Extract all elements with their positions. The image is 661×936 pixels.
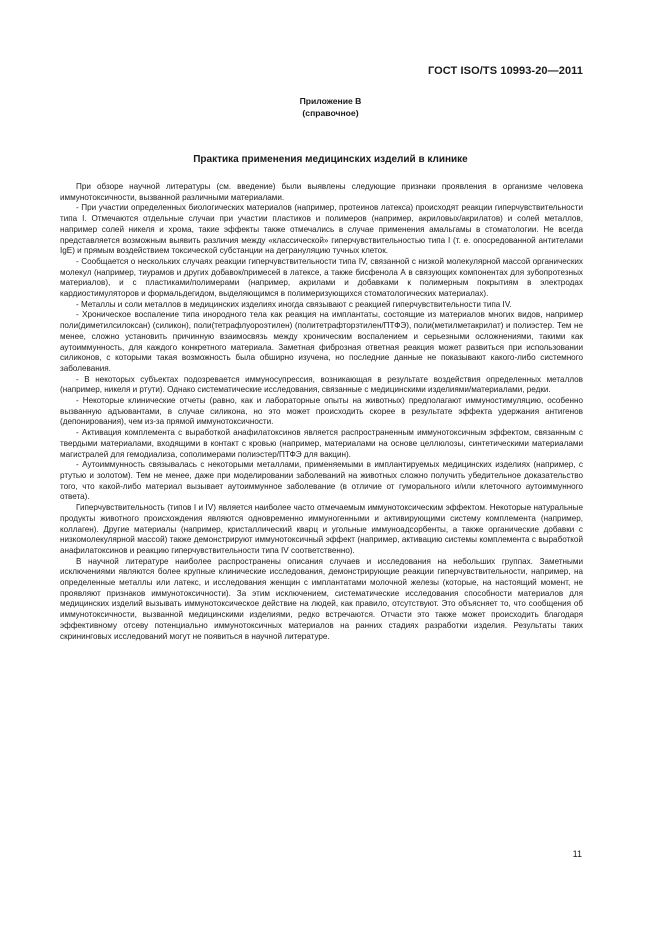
paragraph: - При участии определенных биологических материалов (например, протеинов латекса) происходят реакции гиперчувствительности типа I. Отмечаются отдельные случаи при участии пластиков и полимеров (например, акриловых/акрилатов) и солей металлов, например солей никеля и хрома, такие эффекты также отмечались в случае применения амальгамы в стоматологии. Не всегда представляется возможным выявить различия между «классической» гиперчувствительностью типа I (т. е. опосредованной антителами IgE) и прямым воздействием токсической субстанции на дегрануляцию тучных клеток. (60, 203, 583, 256)
annex-subtitle: (справочное) (302, 107, 359, 118)
paragraph: - Активация комплемента с выработкой анафилатоксинов является распространенным иммунотоксичным эффектом, связанным с твердыми материалами, входящими в контакт с кровью (например, материалами на основе целлюлозы, синтетическими материалами магистралей для гемодиализа, сополимерами полиэстер/ПТФЭ для вакцин). (60, 428, 583, 459)
paragraph: - Некоторые клинические отчеты (равно, как и лабораторные опыты на животных) предполагают иммуностимуляцию, особенно вызванную адъювантами, в случае силикона, но это может происходить скорее в результате эффекта удержания антигенов (депонирования), чем из-за прямой иммунотоксичности. (60, 396, 583, 427)
document-code: ГОСТ ISO/TS 10993-20—2011 (427, 65, 583, 77)
paragraph: - Металлы и соли металлов в медицинских изделиях иногда связывают с реакцией гиперчувствительности типа IV. (76, 299, 512, 309)
body-text (60, 182, 583, 642)
paragraph: - В некоторых субъектах подозревается иммуносупрессия, возникающая в результате воздействия определенных металлов (например, никеля и ртути). Однако систематические исследования, связанные с медицинскими изделиями/материалами, редки. (60, 374, 583, 395)
section-title: Практика применения медицинских изделий в клинике (193, 154, 468, 165)
page-number: 11 (572, 849, 582, 859)
annex-heading (0, 96, 661, 119)
paragraph: - Хроническое воспаление типа инородного тела как реакция на имплантаты, состоящие из материалов многих видов, например поли(диметилсилоксан) (силикон), поли(тетрафлуороэтилен) (политетрафторэтилен/ПТФЭ), поли(метилметакрилат) и полиэстер. Тем не менее, сложно установить причинную взаимосвязь между хроническим воспалением и серьезными осложнениями, такими как аутоиммунность, для каждого конкретного материала. Заметная фиброзная ответная реакция может развиться при использовании силиконов, с которыми такая возможность была обширно изучена, но последние данные не показывают какого-либо системного заболевания. (60, 310, 583, 373)
paragraph: - Сообщается о нескольких случаях реакции гиперчувствительности типа IV, связанной с низкой молекулярной массой органических молекул (например, тиурамов и других добавок/примесей в латексе, а также бисфенола А в связующих компонентах для зубопротезных материалов), и с пластиками/полимерами (например, акрилами и добавками к полимерным покрытиям в электродах кардиостимуляторов и формальдегидом, выделяющимся в полимеризующихся стоматологических материалах). (60, 256, 583, 299)
paragraph: Гиперчувствительность (типов I и IV) является наиболее часто отмечаемым иммунотоксическим эффектом. Некоторые натуральные продукты животного происхождения являются одновременно иммуногенными и активирующими систему комплемента (например, коллаген). Другие материалы (например, кристаллический кварц и угольные иммуноадсорбенты, а также органические добавки с низкомолекулярной массой) также демонстрируют иммунотоксичный эффект (например, активацию системы комплемента с выработкой анафилатоксинов и реакцию гиперчувствительности типа IV соответственно). (60, 503, 583, 555)
paragraph: В научной литературе наиболее распространены описания случаев и исследования на небольших группах. Заметными исключениями являются более крупные клинические исследования, демонстрирующие реакции гиперчувствительности, например, на определенные металлы или латекс, и исследования женщин с имплантатами молочной железы (которые, на настоящий момент, не проявляют признаков иммунотоксичности). За этим исключением, систематические исследования способности материалов для медицинских изделий вызывать иммунотоксическое действие на людей, как правило, отсутствуют. Это объясняет то, что сообщения об иммунотоксичности, вызванной медицинскими изделиями, редко встречаются. Отчасти это также может происходить благодаря эффективному отсеву потенциально иммунотоксичных материалов на ранних стадиях разработки изделия. Результаты таких скрининговых исследований могут не появиться в научной литературе. (60, 556, 583, 641)
annex-title: Приложение В (299, 96, 362, 106)
paragraph: - Аутоиммунность связывалась с некоторыми металлами, применяемыми в имплантируемых медицинских изделиях (например, с ртутью и золотом). Тем не менее, даже при моделировании заболеваний на животных сложно получить убедительное доказательство того, что какой-либо материал вызывает аутоиммунное заболевание (в отличие от гуморального и/или клеточного аутоиммунного ответа). (60, 460, 583, 502)
paragraph: При обзоре научной литературы (см. введение) были выявлены следующие признаки проявления в организме человека иммунотоксичности, вызванной различными материалами. (60, 182, 583, 202)
